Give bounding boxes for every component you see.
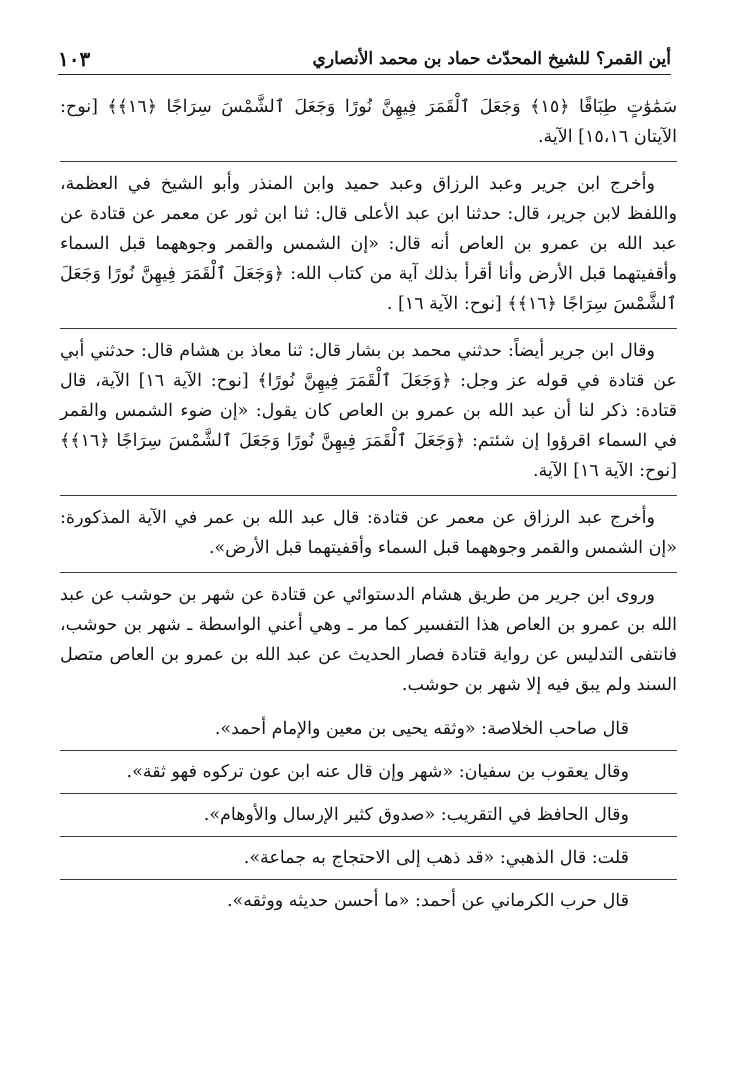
quote-khulasa: قال صاحب الخلاصة: «وثقه يحيى بن معين والإمام أحمد». (214, 719, 629, 739)
running-title: أين القمر؟ للشيخ المحدّث حماد بن محمد الأنصاري (312, 49, 671, 69)
page-body (60, 92, 677, 918)
paragraph-abdurrazzaq: وأخرج عبد الرزاق عن معمر عن قتادة: قال عبد الله بن عمر في الآية المذكورة: «إن الشمس والقمر وجوههما قبل السماء وأقفيتهما قبل الأرض». (60, 508, 677, 558)
page-number: ١٠٣ (58, 47, 91, 71)
divider (60, 328, 677, 329)
divider (60, 836, 677, 837)
quote-dhahabi: قلت: قال الذهبي: «قد ذهب إلى الاحتجاج به جماعة». (243, 848, 629, 868)
page-header (58, 44, 671, 75)
verse-continuation: سَمَٰوَٰتٍ طِبَاقًا ﴿١٥﴾ وَجَعَلَ ٱلْقَمَرَ فِيهِنَّ نُورًا وَجَعَلَ ٱلشَّمْسَ سِرَاجًا ﴿١٦﴾﴾ [نوح: الآيتان ١٥،١٦] الآية. (60, 97, 677, 147)
paragraph-hisham: وروى ابن جرير من طريق هشام الدستوائي عن قتادة عن شهر بن حوشب عن عبد الله بن عمرو بن العاص هذا التفسير كما مر ـ وهي أعني الواسطة ـ شهر بن حوشب، فانتفى التدليس عن رواية قتادة فصار الحديث عن عبد الله بن عمرو بن العاص متصل السند ولم يبق فيه إلا شهر بن حوشب. (60, 585, 677, 695)
paragraph-ibn-jarir: وأخرج ابن جرير وعبد الرزاق وعبد حميد وابن المنذر وأبو الشيخ في العظمة، واللفظ لابن جرير، قال: حدثنا ابن عبد الأعلى قال: ثنا ابن ثور عن معمر عن قتادة عن عبد الله بن عمرو بن العاص أنه قال: «إن الشمس والقمر وجوههما قبل السماء وأقفيتهما قبل الأرض وأنا أقرأ بذلك آية من كتاب الله: ﴿وَجَعَلَ ٱلْقَمَرَ فِيهِنَّ نُورًا وَجَعَلَ ٱلشَّمْسَ سِرَاجًا ﴿١٦﴾﴾ [نوح: الآية ١٦] . (60, 174, 677, 314)
divider (60, 793, 677, 794)
divider (60, 161, 677, 162)
divider (60, 572, 677, 573)
divider (60, 879, 677, 880)
quote-harb: قال حرب الكرماني عن أحمد: «ما أحسن حديثه ووثقه». (226, 891, 629, 911)
quote-yaqub: وقال يعقوب بن سفيان: «شهر وإن قال عنه ابن عون تركوه فهو ثقة». (126, 762, 629, 782)
paragraph-ibn-jarir-2: وقال ابن جرير أيضاً: حدثني محمد بن بشار قال: ثنا معاذ بن هشام قال: حدثني أبي عن قتادة في قوله عز وجل: ﴿وَجَعَلَ ٱلْقَمَرَ فِيهِنَّ نُورًا﴾ [نوح: الآية ١٦] الآية، قال قتادة: ذكر لنا أن عبد الله بن عمرو بن العاص كان يقول: «إن ضوء الشمس والقمر في السماء اقرؤوا إن شئتم: ﴿وَجَعَلَ ٱلْقَمَرَ فِيهِنَّ نُورًا وَجَعَلَ ٱلشَّمْسَ سِرَاجًا ﴿١٦﴾﴾ [نوح: الآية ١٦] الآية. (60, 341, 677, 481)
quote-taqrib: وقال الحافظ في التقريب: «صدوق كثير الإرسال والأوهام». (203, 805, 629, 825)
divider (60, 750, 677, 751)
divider (60, 495, 677, 496)
